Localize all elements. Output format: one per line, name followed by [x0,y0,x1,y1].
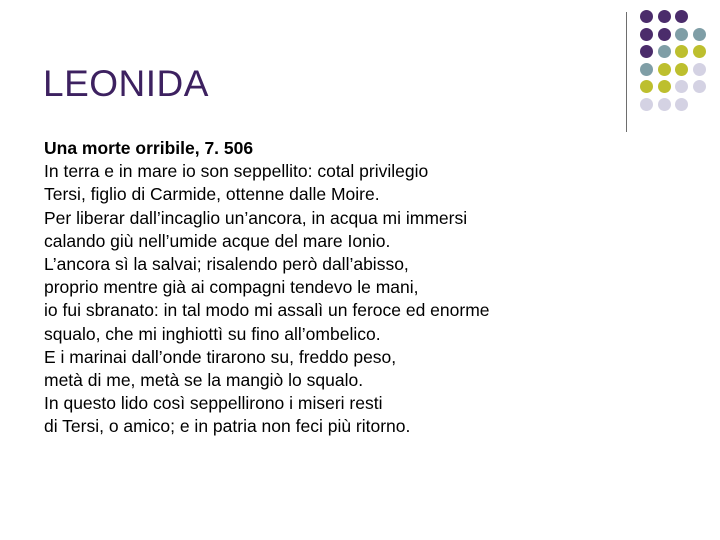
decorative-dot [640,28,653,41]
poem-line: L’ancora sì la salvai; risalendo però dall’abisso, [44,254,409,275]
poem-body [44,137,644,439]
poem-line: calando giù nell’umide acque del mare Ionio. [44,230,391,251]
decorative-dot [640,45,653,58]
decorative-dot [693,80,706,93]
decorative-dot [675,80,688,93]
poem-line: Tersi, figlio di Carmide, ottenne dalle Moire. [44,184,380,205]
decorative-dot [675,10,688,23]
decorative-dot [693,28,706,41]
decorative-dot [658,63,671,76]
poem-line: proprio mentre già ai compagni tendevo le mani, [44,277,419,298]
poem-line: Per liberar dall’incaglio un’ancora, in acqua mi immersi [44,207,468,228]
decorative-dot [675,45,688,58]
poem-line: squalo, che mi inghiottì su fino all’ombelico. [44,323,381,344]
slide-title: LEONIDA [43,63,209,104]
decorative-dot [658,28,671,41]
decorative-dot [693,45,706,58]
decorative-dot [658,10,671,23]
poem-line: di Tersi, o amico; e in patria non feci più ritorno. [44,416,411,437]
decorative-dot [640,80,653,93]
decorative-dot [675,28,688,41]
decorative-dot-grid [640,10,720,120]
poem-line: io fui sbranato: in tal modo mi assalì un feroce ed enorme [44,300,490,321]
poem-line: In terra e in mare io son seppellito: cotal privilegio [44,161,429,182]
decorative-dot [658,45,671,58]
poem-line: E i marinai dall’onde tirarono su, freddo peso, [44,346,397,367]
decorative-dot [693,63,706,76]
decorative-dot [658,80,671,93]
decorative-dot [675,98,688,111]
poem-line: metà di me, metà se la mangiò lo squalo. [44,370,364,391]
decorative-divider-line [626,12,627,132]
decorative-dot [640,10,653,23]
poem-line: In questo lido così seppellirono i miseri resti [44,393,383,414]
decorative-dot [675,63,688,76]
poem-heading: Una morte orribile, 7. 506 [44,138,254,158]
decorative-dot [640,98,653,111]
decorative-dot [658,98,671,111]
decorative-dot [640,63,653,76]
